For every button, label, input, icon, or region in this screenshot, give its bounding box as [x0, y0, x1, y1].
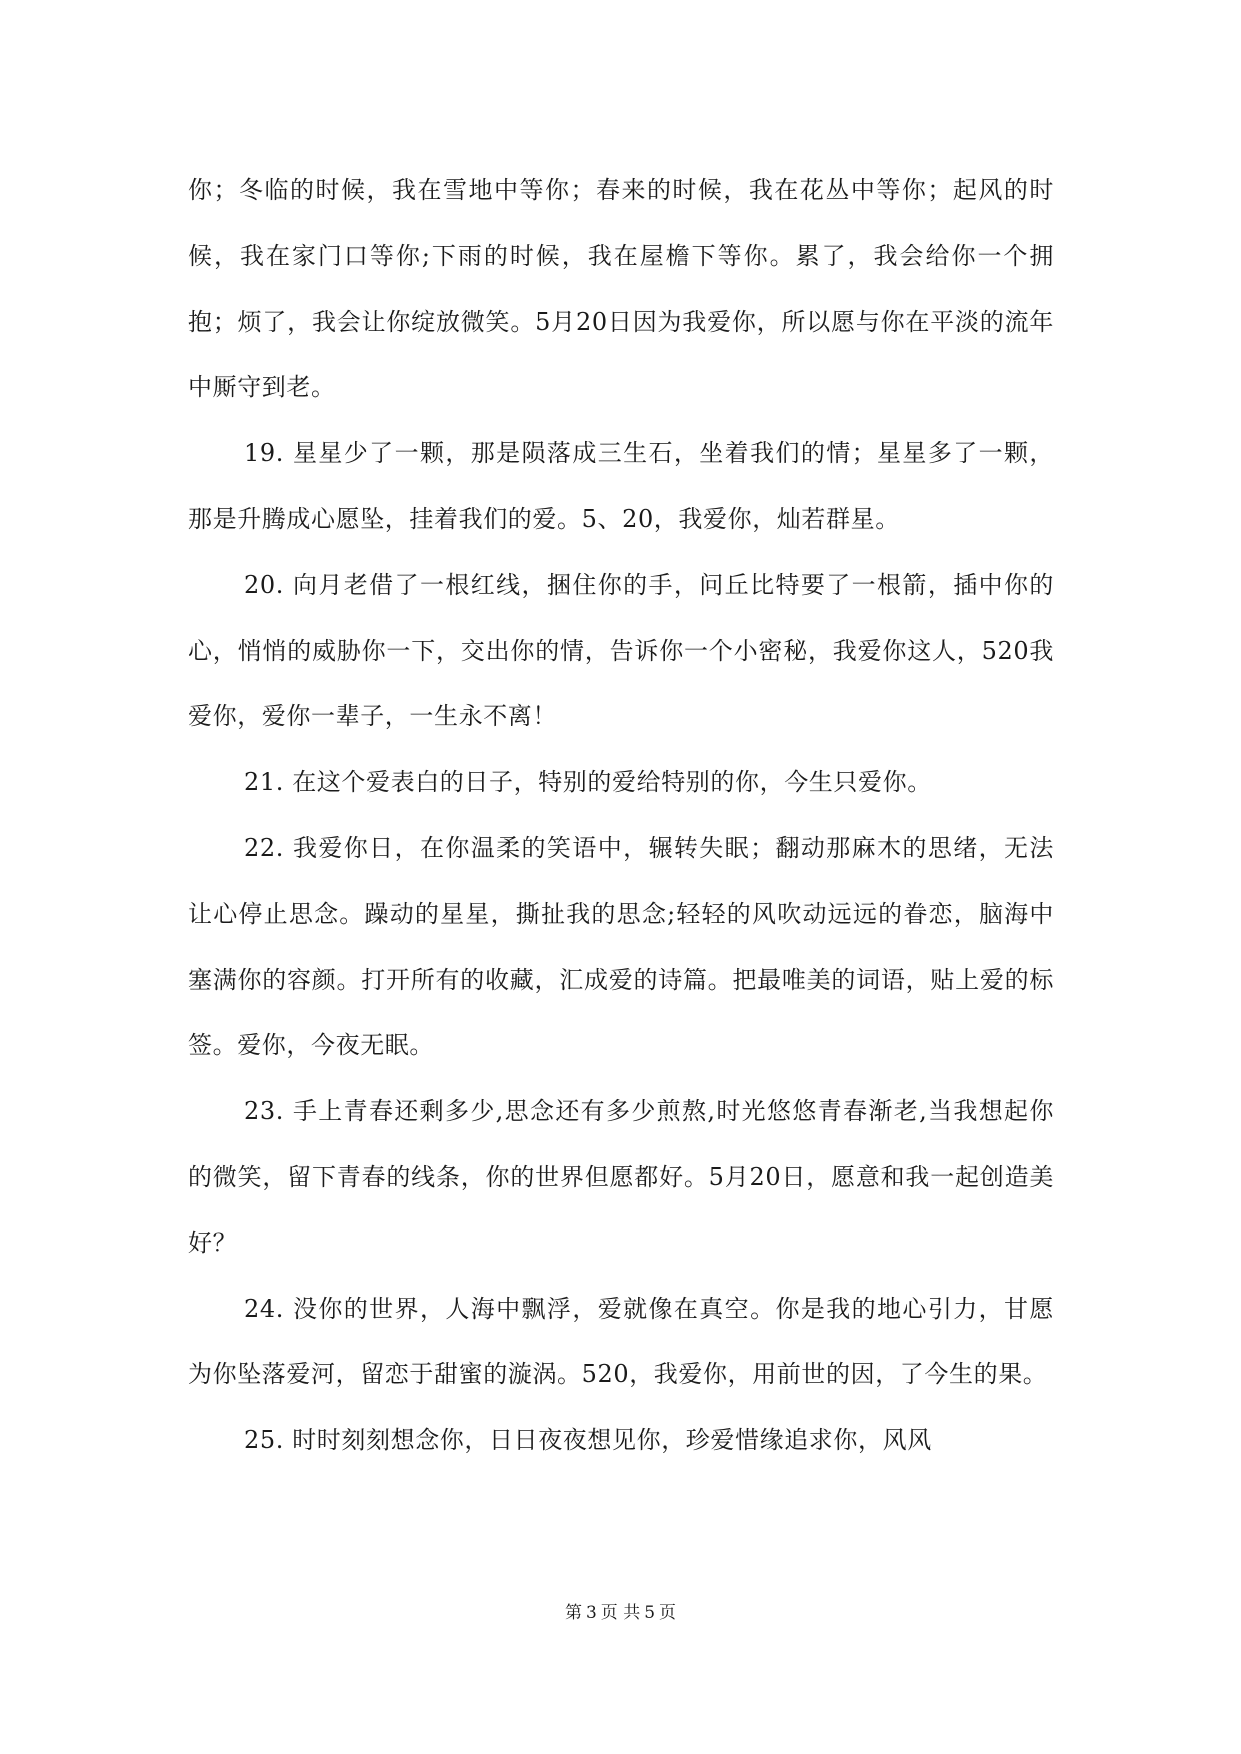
footer-total-pages: 5: [644, 1603, 656, 1623]
footer-current-page: 3: [585, 1603, 597, 1623]
paragraph-item-24: 24. 没你的世界，人海中飘浮，爱就像在真空。你是我的地心引力，甘愿为你坠落爱河，留恋于甜蜜的漩涡。520，我爱你，用前世的因，了今生的果。: [188, 1294, 1054, 1389]
paragraph-item-20: 20. 向月老借了一根红线，捆住你的手，问丘比特要了一根箭，插中你的心，悄悄的威胁你一下，交出你的情，告诉你一个小密秘，我爱你这人，520我爱你，爱你一辈子，一生永不离！: [188, 570, 1054, 731]
document-body: [188, 158, 1054, 1474]
paragraph-item-25: 25. 时时刻刻想念你，日日夜夜想见你，珍爱惜缘追求你，风风: [244, 1426, 932, 1455]
paragraph-item-21: 21. 在这个爱表白的日子，特别的爱给特别的你，今生只爱你。: [244, 768, 932, 797]
paragraph-continuation: 你；冬临的时候，我在雪地中等你；春来的时候，我在花丛中等你；起风的时候，我在家门口等你;下雨的时候，我在屋檐下等你。累了，我会给你一个拥抱；烦了，我会让你绽放微笑。5月20日因为我爱你，所以愿与你在平淡的流年中厮守到老。: [188, 176, 1054, 402]
paragraph-item-22: 22. 我爱你日，在你温柔的笑语中，辗转失眠；翻动那麻木的思绪，无法让心停止思念。躁动的星星，撕扯我的思念;轻轻的风吹动远远的眷恋，脑海中塞满你的容颜。打开所有的收藏，汇成爱的诗篇。把最唯美的词语，贴上爱的标签。爱你，今夜无眠。: [188, 833, 1054, 1060]
paragraph-item-19: 19. 星星少了一颗，那是陨落成三生石，坐着我们的情；星星多了一颗，那是升腾成心愿坠，挂着我们的爱。5、20，我爱你，灿若群星。: [188, 439, 1054, 533]
footer-middle: 页 共: [600, 1603, 641, 1623]
footer-prefix: 第: [564, 1603, 582, 1623]
footer-suffix: 页: [659, 1603, 677, 1623]
page-footer: [0, 1598, 1241, 1623]
paragraph-item-23: 23. 手上青春还剩多少,思念还有多少煎熬,时光悠悠青春渐老,当我想起你的微笑，留下青春的线条，你的世界但愿都好。5月20日，愿意和我一起创造美好？: [188, 1097, 1054, 1257]
